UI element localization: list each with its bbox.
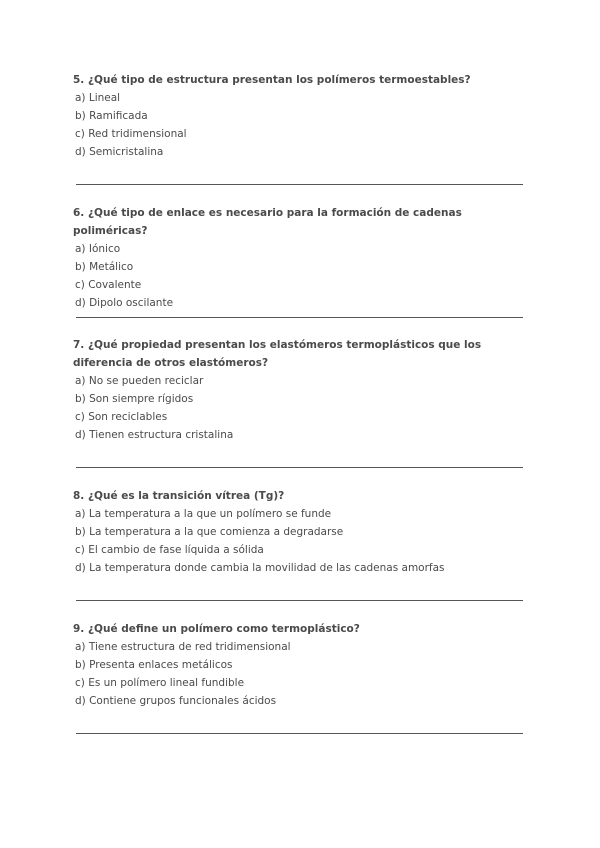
option-d: d) La temperatura donde cambia la movilidad de las cadenas amorfas bbox=[75, 562, 445, 574]
option-list bbox=[73, 240, 528, 312]
option-list bbox=[73, 372, 528, 444]
question-6 bbox=[73, 204, 528, 312]
option-d: d) Contiene grupos funcionales ácidos bbox=[75, 695, 277, 707]
option-list bbox=[73, 505, 528, 577]
answer-line bbox=[76, 317, 523, 318]
option-c: c) Covalente bbox=[75, 279, 142, 291]
question-8 bbox=[73, 487, 528, 577]
option-d: d) Semicristalina bbox=[75, 146, 164, 158]
option-a: a) La temperatura a la que un polímero se funde bbox=[75, 508, 332, 520]
question-5 bbox=[73, 71, 528, 161]
question-title: 9. ¿Qué define un polímero como termoplástico? bbox=[73, 623, 360, 635]
option-b: b) Metálico bbox=[75, 261, 134, 273]
question-title: 8. ¿Qué es la transición vítrea (Tg)? bbox=[73, 490, 285, 502]
question-title: 6. ¿Qué tipo de enlace es necesario para la formación de cadenas poliméricas? bbox=[73, 207, 462, 237]
question-9 bbox=[73, 620, 528, 710]
option-a: a) Iónico bbox=[75, 243, 121, 255]
option-d: d) Dipolo oscilante bbox=[75, 297, 174, 309]
option-b: b) Son siempre rígidos bbox=[75, 393, 194, 405]
question-7 bbox=[73, 336, 528, 444]
answer-line bbox=[76, 600, 523, 601]
option-c: c) Es un polímero lineal fundible bbox=[75, 677, 245, 689]
answer-line bbox=[76, 733, 523, 734]
option-d: d) Tienen estructura cristalina bbox=[75, 429, 234, 441]
option-a: a) Lineal bbox=[75, 92, 121, 104]
answer-line bbox=[76, 467, 523, 468]
option-list bbox=[73, 638, 528, 710]
option-c: c) Red tridimensional bbox=[75, 128, 187, 140]
option-a: a) No se pueden reciclar bbox=[75, 375, 204, 387]
answer-line bbox=[76, 184, 523, 185]
question-title: 7. ¿Qué propiedad presentan los elastómeros termoplásticos que los diferencia de otros elastómeros? bbox=[73, 339, 482, 369]
option-b: b) Ramificada bbox=[75, 110, 148, 122]
option-a: a) Tiene estructura de red tridimensional bbox=[75, 641, 291, 653]
option-list bbox=[73, 89, 528, 161]
question-title: 5. ¿Qué tipo de estructura presentan los polímeros termoestables? bbox=[73, 74, 471, 86]
option-c: c) Son reciclables bbox=[75, 411, 168, 423]
option-b: b) Presenta enlaces metálicos bbox=[75, 659, 233, 671]
option-b: b) La temperatura a la que comienza a degradarse bbox=[75, 526, 344, 538]
option-c: c) El cambio de fase líquida a sólida bbox=[75, 544, 264, 556]
